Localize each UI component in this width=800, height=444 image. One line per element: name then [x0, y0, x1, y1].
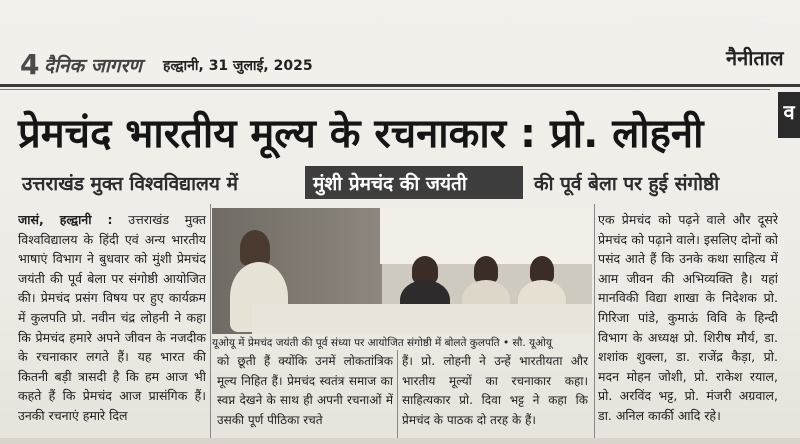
article-column-4: एक प्रेमचंद को पढ़ने वाले और दूसरे प्रेमचंद को पढ़ाने वाले। इसलिए दोनों को पसंद आते हैं कि उनके कथा साहित्य में आम जीवन की अभिव्यक्ति है। यहां मानविकी विद्या शाखा के निदेशक प्रो. गिरिजा पांडे, कुमाऊं विवि के हिन्दी विभाग के अध्यक्ष प्रो. शिरीष मौर्य, डा. शशांक शुक्ला, डा. राजेंद्र कैड़ा, प्रो. मदन मोहन जोशी, प्रो. राकेश रयाल, प्रो. अरविंद भट्ट, प्रो. मंजरी अग्रवाल, डा. अनिल कार्की आदि रहे।: [598, 212, 778, 423]
article-column-2: को छूती हैं क्योंकि उनमें लोकतांत्रिक मूल्य निहित हैं। प्रेमचंद स्वतंत्र समाज का स्वप्न देखने के साथ ही अपनी रचनाओं में उसकी पूर्ण पीठिका रचते: [217, 354, 393, 427]
byline: जासं, हल्द्वानी :: [18, 212, 113, 227]
speaker-head: [240, 230, 270, 266]
event-photo: [212, 208, 592, 334]
headline: प्रेमचंद भारतीय मूल्य के रचनाकार : प्रो. लोहनी: [18, 111, 704, 157]
subheadline-before: उत्तराखंड मुक्त विश्वविद्यालय में: [22, 173, 238, 195]
dais-table: [252, 304, 592, 334]
article-text-1: उत्तराखंड मुक्त विश्वविद्यालय के हिंदी एवं अन्य भारतीय भाषाएं विभाग ने बुधवार को मुंशी प्रेमचंद जयंती की पूर्व बेला पर संगोष्ठी आयोजित की। प्रेमचंद प्रसंग विषय पर हुए कार्यक्रम में कुलपति प्रो. नवीन चंद्र लोहनी ने कहा कि प्रेमचंद हमारे अपने जीवन के नजदीक के रचनाकार लगते हैं। यह भारत की कितनी बड़ी त्रासदी है कि हम आज भी कहते हैं कि प्रेमचंद आज प्रासंगिक हैं। उनकी रचनाएं हमारे दिल: [18, 212, 206, 423]
subheadline: [18, 166, 778, 200]
city-edition: नैनीताल: [726, 46, 784, 70]
page-number: 4: [20, 48, 40, 81]
column-divider: [397, 350, 398, 444]
article-column-3: हैं। प्रो. लोहनी ने उन्हें भारतीयता और भारतीय मूल्यों का रचनाकार कहा। साहित्यकार प्रो. दिवा भट्ट ने कहा कि प्रेमचंद के पाठक दो तरह के हैं।: [402, 354, 588, 427]
side-tab: व: [778, 92, 800, 138]
subheadline-highlight: मुंशी प्रेमचंद की जयंती: [305, 166, 523, 199]
column-divider: [210, 204, 211, 444]
article-column-1: [18, 210, 206, 440]
masthead-thin-rule: [0, 89, 770, 90]
photo-caption: यूओयू में प्रेमचंद जयंती की पूर्व संध्या पर आयोजित संगोष्ठी में बोलते कुलपति • सौ. यूओयू: [212, 337, 552, 349]
next-story-strip: [0, 438, 800, 444]
dateline: हल्द्वानी, 31 जुलाई, 2025: [163, 58, 313, 74]
subheadline-after: की पूर्व बेला पर हुई संगोष्ठी: [534, 173, 720, 195]
column-divider: [594, 204, 595, 444]
paper-name: दैनिक जागरण: [44, 55, 142, 77]
masthead-rule: [0, 84, 800, 87]
